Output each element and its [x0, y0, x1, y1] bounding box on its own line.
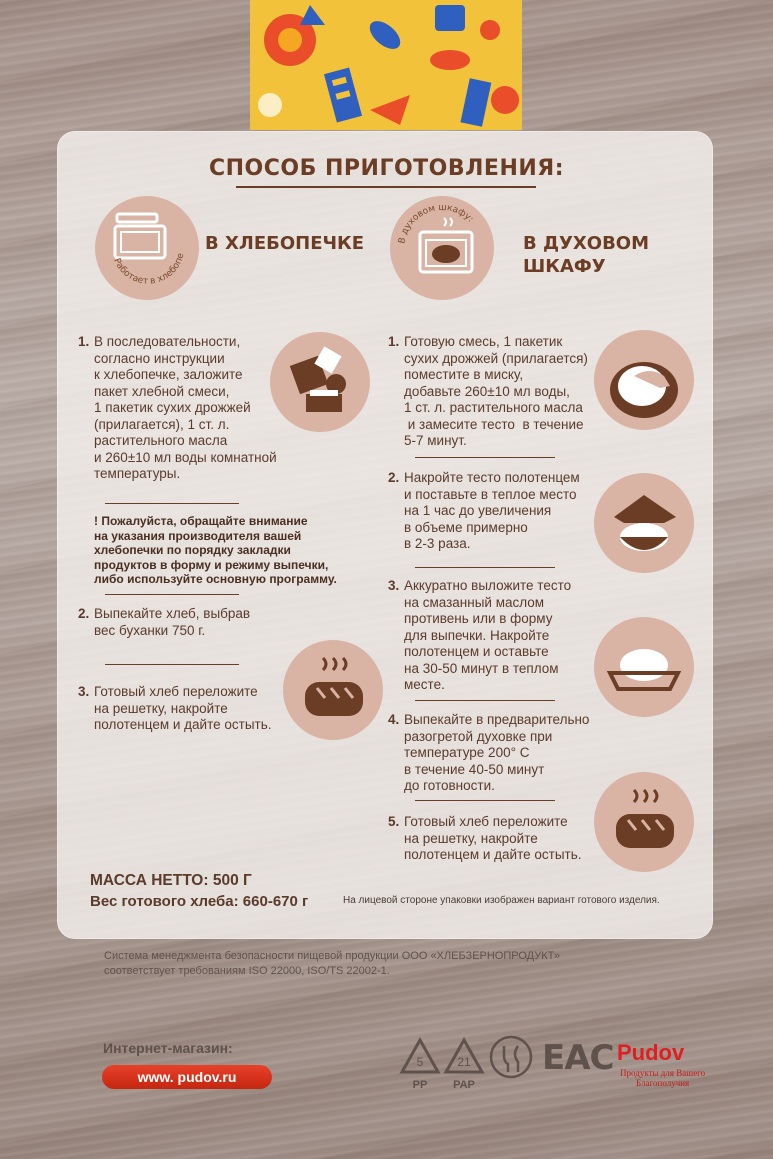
face-note: На лицевой стороне упаковки изображен вариант готового изделия. — [343, 895, 660, 906]
covered-bowl-icon — [594, 473, 694, 573]
right-step1-text: Готовую смесь, 1 пакетик сухих дрожжей (прилагается) поместите в миску, добавьте 260±10 мл воды, 1 ст. л. растительного масла и замесите тесто в течение 5-7 минут. — [404, 334, 588, 448]
svg-text:5: 5 — [416, 1055, 424, 1069]
bread-circle-2 — [594, 772, 694, 872]
right-step5-text: Готовый хлеб переложите на решетку, накройте полотенцем и дайте остыть. — [404, 814, 582, 862]
right-step3-number: 3. — [388, 578, 400, 593]
svg-text:Работает в хлебопечке — [95, 196, 187, 287]
brand-tagline-1: Продукты для Вашего — [620, 1068, 706, 1078]
page-title: СПОСОБ ПРИГОТОВЛЕНИЯ: — [208, 156, 565, 181]
brand-tagline-2: Благополучия — [636, 1078, 690, 1088]
left-step2-text: Выпекайте хлеб, выбрав вес буханки 750 г. — [94, 606, 251, 638]
right-step3-text: Аккуратно выложите тесто на смазанный маслом противень или в форму для выпечки. Накройте полотенцем и оставьте на 30-50 минут в теплом месте. — [404, 578, 572, 692]
oven-header-line1: В ДУХОВОМ — [523, 233, 650, 254]
cover-circle — [594, 473, 694, 573]
kneading-icon — [594, 330, 694, 430]
svg-text:21: 21 — [457, 1055, 471, 1069]
svg-text:PAP: PAP — [453, 1079, 475, 1091]
knead-circle — [594, 330, 694, 430]
ingredients-icon — [270, 332, 370, 432]
eac-mark: ЕАС — [542, 1038, 614, 1078]
divider — [415, 800, 555, 801]
net-weight: МАССА НЕТТО: 500 Г — [90, 872, 252, 889]
left-step1-number: 1. — [78, 334, 90, 349]
oven-header-line2: ШКАФУ — [523, 256, 606, 277]
left-step3-text: Готовый хлеб переложите на решетку, накройте полотенцем и дайте остыть. — [94, 684, 272, 732]
tray-circle — [594, 617, 694, 717]
right-step4-number: 4. — [388, 712, 400, 727]
oven-badge — [390, 196, 494, 300]
divider — [415, 457, 555, 458]
recycle-pp-icon — [398, 1036, 442, 1092]
notice-text: ! Пожалуйста, обращайте внимание на указания производителя вашей хлебопечки по порядку закладки продуктов в форму и режиму выпечки, либо используйте основную программу. — [94, 514, 337, 586]
oven-icon — [390, 196, 494, 300]
brand-logo: Pudov — [617, 1040, 685, 1065]
certification-text: Система менеджмента безопасности пищевой продукции ООО «ХЛЕБЗЕРНОПРОДУКТ» соответствует требованиям ISO 22000, ISO/TS 22002-1. — [104, 950, 561, 977]
divider — [105, 594, 239, 595]
shop-label: Интернет-магазин: — [103, 1040, 233, 1056]
svg-text:В духовом шкафу: — [397, 203, 475, 245]
divider — [105, 503, 239, 504]
bread-circle — [283, 640, 383, 740]
right-step1-number: 1. — [388, 334, 400, 349]
left-step2-number: 2. — [78, 606, 90, 621]
decorative-pattern-strip — [250, 0, 522, 130]
right-step4-text: Выпекайте в предварительно разогретой духовке при температуре 200° С в течение 40-50 минут до готовности. — [404, 712, 590, 793]
bread-maker-badge — [95, 196, 199, 300]
divider — [415, 567, 555, 568]
ingredients-circle — [270, 332, 370, 432]
title-underline — [236, 186, 536, 188]
oven-badge-label: В духовом шкафу: — [397, 202, 476, 245]
left-step1-text: В последовательности, согласно инструкции к хлебопечке, заложите пакет хлебной смеси, 1 пакетик сухих дрожжей (прилагается), 1 ст. л. растительного масла и 260±10 мл воды комнатной температуры. — [94, 334, 277, 481]
left-step3-number: 3. — [78, 684, 90, 699]
baking-tray-icon — [594, 617, 694, 717]
recycle-pap-icon — [442, 1036, 486, 1092]
food-safe-icon — [488, 1034, 534, 1080]
badge-label: Работает в хлебопе — [111, 252, 187, 287]
ready-weight: Вес готового хлеба: 660-670 г — [90, 893, 309, 910]
bread-maker-icon — [95, 196, 199, 300]
shop-url-button[interactable]: www. pudov.ru — [102, 1065, 272, 1089]
right-step2-number: 2. — [388, 470, 400, 485]
right-step5-number: 5. — [388, 814, 400, 829]
bread-icon — [283, 640, 383, 740]
svg-text:PP: PP — [412, 1079, 428, 1091]
divider — [105, 664, 239, 665]
divider — [415, 700, 555, 701]
food-pattern-icon — [250, 0, 522, 130]
bread-icon — [594, 772, 694, 872]
bread-maker-header: В ХЛЕБОПЕЧКЕ — [205, 233, 365, 254]
right-step2-text: Накройте тесто полотенцем и поставьте в теплое место на 1 час до увеличения в объеме примерно в 2-3 раза. — [404, 470, 580, 551]
